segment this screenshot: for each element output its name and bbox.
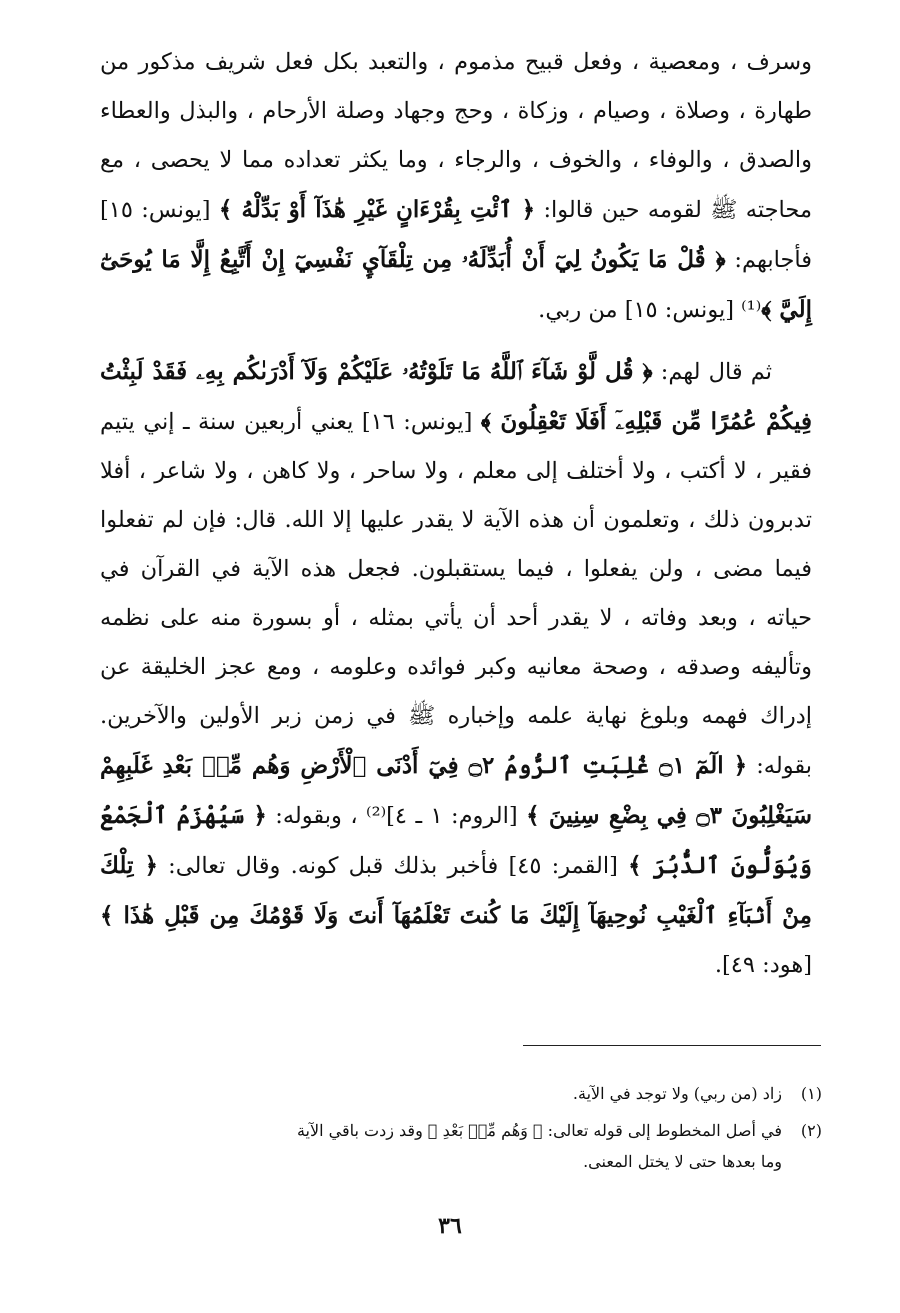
footnote-line: وما بعدها حتى لا يختل المعنى. bbox=[583, 1152, 782, 1171]
text-segment: [القمر: ٤٥] فأخبر بذلك قبل كونه. وقال تعالى: bbox=[157, 853, 629, 879]
quran-verse: ﴿ الٓمٓ ۝١ غُلِبَتِ ٱلرُّومُ ۝٢ فِيٓ أَدْنَى ٱلْأَرْضِ وَهُم مِّنۢ بَعْدِ غَلَبِهِمْ سَيَغْلِبُونَ ۝٣ فِي بِضْعِ سِنِينَ ﴾ bbox=[100, 752, 812, 829]
footnote-line: زاد (من ربي) ولا توجد في الآية. bbox=[572, 1084, 782, 1103]
quran-verse: ﴿ سَيُهْزَمُ ٱلْجَمْعُ وَيُوَلُّونَ ٱلدُّبُرَ ﴾ bbox=[100, 802, 813, 879]
paragraph-2 bbox=[100, 347, 812, 990]
text-segment: [هود: ٤٩]. bbox=[714, 952, 812, 978]
page-body bbox=[100, 38, 812, 990]
footnote-number: (١) bbox=[800, 1084, 822, 1103]
text-segment: [يونس: ١٦] يعني أربعين سنة ـ إني يتيم فقير ، لا أكتب ، ولا أختلف إلى معلم ، ولا ساحر ، ولا كاهن ، ولا شاعر ، أفلا تدبرون ذلك ، وتعلمون أن هذه الآية لا يقدر عليها إلا الله. قال: فإن لم تفعلوا فيما مضى ، ولن يفعلوا ، فيما يستقبلون. فجعل هذه الآية في القرآن في حياته ، وبعد وفاته ، لا يقدر أحد أن يأتي بمثله ، أو بسورة منه على نظمه وتأليفه وصدقه ، وصحة معانيه وكبر فوائده وعلومه ، ومع عجز الخليقة عن إدراك فهمه وبلوغ نهاية علمه وإخباره ﷺ في زمن زبر الأولين والآخرين. بقوله: bbox=[100, 409, 812, 779]
paragraph-1 bbox=[100, 38, 812, 335]
page-number: ٣٦ bbox=[438, 1213, 462, 1239]
text-segment: ثم قال لهم: bbox=[652, 359, 772, 385]
quran-verse: ﴿ قُل لَّوْ شَآءَ ٱللَّهُ مَا تَلَوْتُهُۥ عَلَيْكُمْ وَلَآ أَدْرَىٰكُم بِهِۦ فَقَدْ لَبِثْتُ فِيكُمْ عُمُرًا مِّن قَبْلِهِۦٓ أَفَلَا تَعْقِلُونَ ﴾ bbox=[100, 358, 813, 435]
footnote-1 bbox=[100, 1078, 822, 1109]
footnote-number: (٢) bbox=[800, 1121, 822, 1140]
text-segment: وسرف ، ومعصية ، وفعل قبيح مذموم ، والتعبد بكل فعل شريف مذكور من طهارة ، وصلاة ، وصيام ، وزكاة ، وحج وجهاد وصلة الأرحام ، والبذل والعطاء والصدق ، والوفاء ، والخوف ، والرجاء ، وما يكثر تعداده مما لا يحصى ، مع محاجته ﷺ لقومه حين قالوا: bbox=[100, 49, 812, 223]
text-segment: [الروم: ١ ـ ٤]⁽²⁾ ، وبقوله: bbox=[266, 803, 527, 829]
footnotes bbox=[100, 1078, 822, 1183]
text-segment: [يونس: ١٥] فأجابهم: bbox=[100, 197, 812, 273]
quran-verse: ﴿ قُلْ مَا يَكُونُ لِيٓ أَنْ أُبَدِّلَهُۥ مِن تِلْقَآيِٕ نَفْسِيٓ إِنْ أَتَّبِعُ إِلَّا مَا يُوحَىٰٓ إِلَيَّ ﴾ bbox=[100, 246, 812, 323]
footnote-text bbox=[100, 1115, 782, 1177]
quran-verse: ﴿ ٱئْتِ بِقُرْءَانٍ غَيْرِ هَٰذَآ أَوْ بَدِّلْهُ ﴾ bbox=[218, 196, 536, 223]
text-segment: ⁽¹⁾ [يونس: ١٥] من ربي. bbox=[538, 297, 762, 323]
footnote-line: في أصل المخطوط إلى قوله تعالى: ﴿ وَهُم مِّنۢ بَعْدِ ﴾ وقد زدت باقي الآية bbox=[296, 1121, 782, 1140]
footnote-2 bbox=[100, 1115, 822, 1177]
footnote-text bbox=[100, 1078, 782, 1109]
footnote-divider bbox=[523, 1045, 821, 1046]
quran-verse: ﴿ تِلْكَ مِنْ أَنۢبَآءِ ٱلْغَيْبِ نُوحِيهَآ إِلَيْكَ مَا كُنتَ تَعْلَمُهَآ أَنتَ وَلَا قَوْمُكَ مِن قَبْلِ هَٰذَا ﴾ bbox=[100, 852, 812, 929]
